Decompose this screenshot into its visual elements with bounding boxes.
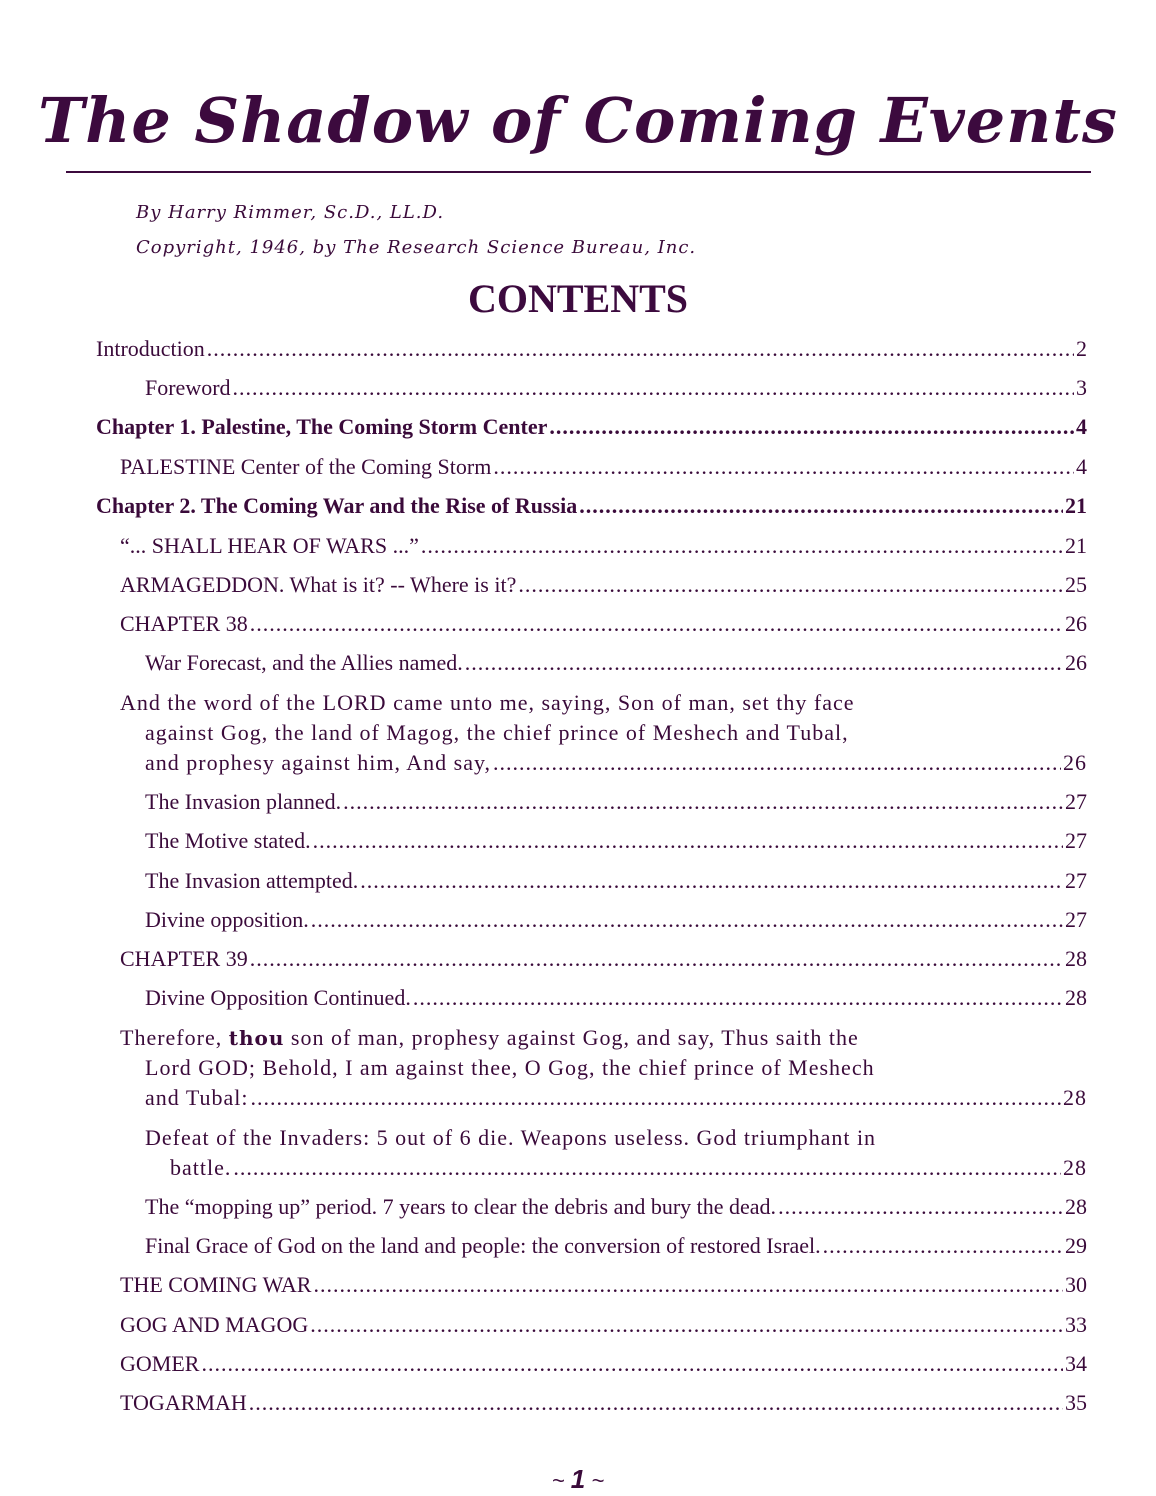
toc-leader-dots xyxy=(313,1270,1063,1300)
toc-entry-line: Defeat of the Invaders: 5 out of 6 die. Weapons useless. God triumphant in xyxy=(145,1125,877,1150)
copyright-line: Copyright, 1946, by The Research Science Bureau, Inc. xyxy=(136,237,697,258)
toc-entry[interactable] xyxy=(145,787,1087,817)
toc-entry[interactable] xyxy=(145,866,1087,896)
toc-leader-dots xyxy=(249,1388,1063,1418)
toc-leader-dots xyxy=(549,412,1074,442)
toc-leader-row xyxy=(96,491,1087,521)
toc-entry[interactable] xyxy=(120,944,1087,974)
toc-leader-dots xyxy=(493,452,1074,482)
toc-entry[interactable] xyxy=(96,412,1087,442)
toc-leader-dots xyxy=(493,748,1061,778)
toc-entry[interactable] xyxy=(120,570,1087,600)
toc-leader-dots xyxy=(250,944,1063,974)
toc-entry-title: TOGARMAH xyxy=(120,1390,247,1415)
toc-leader-dots xyxy=(823,1231,1063,1261)
toc-leader-row xyxy=(120,570,1087,600)
page-number: 1 xyxy=(570,1464,586,1494)
toc-page-number: 4 xyxy=(1076,454,1087,479)
toc-entry[interactable] xyxy=(145,1231,1087,1261)
toc-entry[interactable] xyxy=(145,373,1087,403)
toc-entry-title: Chapter 2. The Coming War and the Rise of Russia xyxy=(96,493,578,518)
toc-page-number: 26 xyxy=(1063,750,1087,775)
toc-leader-row xyxy=(120,1349,1087,1379)
toc-entry-title: The Invasion attempted. xyxy=(145,868,359,893)
toc-leader-row xyxy=(145,866,1087,896)
toc-leader-row xyxy=(145,983,1087,1013)
toc-entry-title: Chapter 1. Palestine, The Coming Storm Center xyxy=(96,414,548,439)
toc-leader-row xyxy=(145,1153,1087,1183)
toc-entry-title: battle. xyxy=(170,1155,232,1180)
toc-entry-title: War Forecast, and the Allies named. xyxy=(145,650,463,675)
toc-entry-title: Final Grace of God on the land and people: the conversion of restored Israel. xyxy=(145,1233,821,1258)
toc-leader-dots xyxy=(233,1153,1061,1183)
toc-leader-row xyxy=(120,1388,1087,1418)
toc-entry-title: “... SHALL HEAR OF WARS ...” xyxy=(120,533,419,558)
toc-page-number: 27 xyxy=(1065,789,1087,814)
folio-prefix: ~ xyxy=(551,1468,571,1493)
toc-page-number: 2 xyxy=(1076,336,1087,361)
page-folio xyxy=(0,1464,1156,1495)
toc-leader-row xyxy=(120,1310,1087,1340)
toc-leader-row xyxy=(120,944,1087,974)
contents-heading: CONTENTS xyxy=(467,276,689,321)
toc-page-number: 26 xyxy=(1065,650,1087,675)
blackletter-word: thou xyxy=(228,1026,285,1050)
toc-leader-row xyxy=(145,826,1087,856)
toc-leader-dots xyxy=(251,1083,1061,1113)
toc-leader-dots xyxy=(310,1310,1063,1340)
toc-entry-title: CHAPTER 38 xyxy=(120,611,248,636)
toc-entry-line: Lord GOD; Behold, I am against thee, O Gog, the chief prince of Meshech xyxy=(145,1055,875,1080)
toc-entry[interactable] xyxy=(145,905,1087,935)
toc-entry[interactable] xyxy=(120,1349,1087,1379)
toc-page-number: 21 xyxy=(1065,533,1087,558)
toc-leader-row xyxy=(145,1231,1087,1261)
toc-entry[interactable] xyxy=(120,1310,1087,1340)
toc-leader-dots xyxy=(311,905,1063,935)
toc-page-number: 34 xyxy=(1065,1351,1087,1376)
toc-page-number: 27 xyxy=(1065,828,1087,853)
toc-page-number: 27 xyxy=(1065,907,1087,932)
toc-leader-dots xyxy=(778,1192,1063,1222)
toc-page-number: 28 xyxy=(1063,1085,1087,1110)
toc-leader-row xyxy=(96,412,1087,442)
toc-leader-dots xyxy=(343,787,1063,817)
toc-leader-row xyxy=(145,373,1087,403)
toc-leader-dots xyxy=(207,334,1074,364)
toc-leader-row xyxy=(145,787,1087,817)
folio-suffix: ~ xyxy=(585,1468,605,1493)
toc-leader-dots xyxy=(518,570,1063,600)
toc-leader-row xyxy=(120,1083,1087,1113)
toc-entry[interactable] xyxy=(145,826,1087,856)
toc-page-number: 25 xyxy=(1065,572,1087,597)
toc-entry-text: Therefore, xyxy=(120,1025,229,1050)
toc-page-number: 3 xyxy=(1076,375,1087,400)
toc-entry[interactable] xyxy=(145,648,1087,678)
toc-leader-row xyxy=(120,452,1087,482)
toc-entry-title: ARMAGEDDON. What is it? -- Where is it? xyxy=(120,572,517,597)
toc-leader-dots xyxy=(421,531,1063,561)
toc-page-number: 28 xyxy=(1065,1194,1087,1219)
toc-leader-dots xyxy=(360,866,1063,896)
toc-entry-title: CHAPTER 39 xyxy=(120,946,248,971)
toc-leader-row xyxy=(145,1192,1087,1222)
toc-leader-row xyxy=(96,334,1087,364)
toc-entry[interactable] xyxy=(120,1023,1087,1113)
toc-page-number: 21 xyxy=(1065,493,1087,518)
toc-page-number: 27 xyxy=(1065,868,1087,893)
toc-entry[interactable] xyxy=(96,491,1087,521)
toc-entry-text: son of man, prophesy against Gog, and say, Thus saith the xyxy=(284,1025,859,1050)
toc-page-number: 28 xyxy=(1063,1155,1087,1180)
toc-entry[interactable] xyxy=(120,688,1087,778)
toc-entry-line: And the word of the LORD came unto me, saying, Son of man, set thy face xyxy=(120,690,855,715)
toc-entry-title: Introduction xyxy=(96,336,205,361)
toc-leader-row xyxy=(120,531,1087,561)
toc-entry-title: and prophesy against him, And say, xyxy=(145,750,492,775)
toc-leader-dots xyxy=(465,648,1063,678)
toc-page-number: 35 xyxy=(1065,1390,1087,1415)
toc-entry-title: The Motive stated. xyxy=(145,828,311,853)
toc-page-number: 28 xyxy=(1065,946,1087,971)
toc-entry[interactable] xyxy=(120,452,1087,482)
toc-entry-line xyxy=(120,1023,1087,1053)
toc-entry-title: Divine Opposition Continued. xyxy=(145,985,411,1010)
toc-entry[interactable] xyxy=(120,1270,1087,1300)
toc-entry-title: The “mopping up” period. 7 years to clear the debris and bury the dead. xyxy=(145,1194,777,1219)
toc-page-number: 30 xyxy=(1065,1272,1087,1297)
toc-page-number: 29 xyxy=(1065,1233,1087,1258)
toc-entry-title: The Invasion planned. xyxy=(145,789,342,814)
toc-leader-dots xyxy=(313,826,1063,856)
toc-leader-dots xyxy=(250,609,1063,639)
toc-entry-title: Foreword xyxy=(145,375,231,400)
toc-entry-title: Divine opposition. xyxy=(145,907,309,932)
toc-leader-dots xyxy=(201,1349,1063,1379)
toc-entry-title: THE COMING WAR xyxy=(120,1272,312,1297)
toc-leader-dots xyxy=(233,373,1074,403)
toc-entry-title: and Tubal: xyxy=(145,1085,249,1110)
toc-entry[interactable] xyxy=(96,334,1087,364)
toc-entry-title: GOMER xyxy=(120,1351,200,1376)
toc-page-number: 28 xyxy=(1065,985,1087,1010)
toc-entry[interactable] xyxy=(120,609,1087,639)
toc-leader-row xyxy=(145,648,1087,678)
toc-entry[interactable] xyxy=(145,1192,1087,1222)
toc-page-number: 26 xyxy=(1065,611,1087,636)
toc-entry[interactable] xyxy=(145,1123,1087,1183)
toc-leader-dots xyxy=(413,983,1063,1013)
toc-leader-row xyxy=(120,1270,1087,1300)
toc-entry-line: against Gog, the land of Magog, the chief prince of Meshech and Tubal, xyxy=(145,720,849,745)
document-title: The Shadow of Coming Events xyxy=(38,84,1118,157)
toc-page-number: 4 xyxy=(1076,414,1087,439)
toc-leader-row xyxy=(120,748,1087,778)
toc-entry-title: PALESTINE Center of the Coming Storm xyxy=(120,454,492,479)
toc-page-number: 33 xyxy=(1065,1312,1087,1337)
toc-leader-row xyxy=(120,609,1087,639)
toc-entry[interactable] xyxy=(120,1388,1087,1418)
toc-entry[interactable] xyxy=(145,983,1087,1013)
toc-entry-title: GOG AND MAGOG xyxy=(120,1312,309,1337)
toc-leader-dots xyxy=(579,491,1063,521)
toc-leader-row xyxy=(145,905,1087,935)
toc-entry[interactable] xyxy=(120,531,1087,561)
author-line: By Harry Rimmer, Sc.D., LL.D. xyxy=(136,202,445,223)
